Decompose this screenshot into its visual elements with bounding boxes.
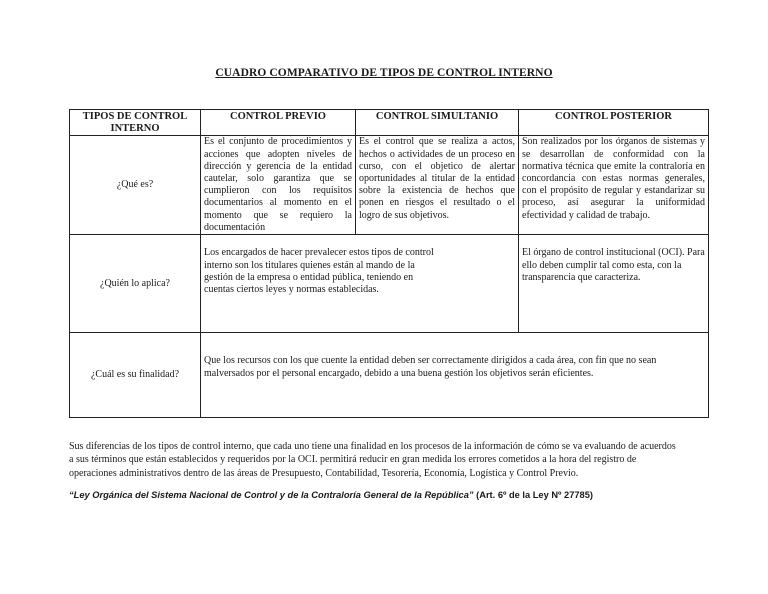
summary-paragraph: Sus diferencias de los tipos de control interno, que cada uno tiene una finalidad en los procesos de la información de cómo se va evaluando de acuerdos a sus términos que están establecidos y requeridos por la OCI. permitirá reducir en gran medida los errores cometidos a la hora del registro de operaciones administrativos dentro de las áreas de Presupuesto, Contabilidad, Tesorería, Economía, Logística y Control Previo. xyxy=(69,441,676,479)
cell-simultaneo-que-es: Es el control que se realiza a actos, hechos o actividades de un proceso en curso, con el objetico de alertar oportunidades al titular de la entidad sobre la existencia de hechos que ponen en riesgos el resultado o el logro de sus objetivos. xyxy=(356,136,519,235)
table-header-row xyxy=(70,110,709,136)
cell-posterior-quien: El órgano de control institucional (OCI). Para ello deben cumplir tal como esta, con la transparencia que caracteriza. xyxy=(519,235,709,333)
row-label-finalidad: ¿Cuál es su finalidad? xyxy=(70,333,201,418)
header-control-previo: CONTROL PREVIO xyxy=(201,110,356,136)
header-control-posterior: CONTROL POSTERIOR xyxy=(519,110,709,136)
cell-previo-que-es: Es el conjunto de procedimientos y acciones que adopten niveles de dirección y gerencia de la entidad cautelar, solo garantiza que se cumplieron con los requisitos documentarios al momento en el momento que se requiero la documentación xyxy=(201,136,356,235)
cell-previo-simultaneo-quien: Los encargados de hacer prevalecer estos tipos de control interno son los titulares quienes están al mando de la gestión de la empresa o entidad pública, teniendo en cuentas ciertos leyes y normas establecidas. xyxy=(201,235,519,333)
law-reference xyxy=(69,490,729,500)
header-tipos: TIPOS DE CONTROL INTERNO xyxy=(70,110,201,136)
law-quote: “Ley Orgánica del Sistema Nacional de Control y de la Contraloría General de la República” xyxy=(69,490,474,500)
row-label-que-es: ¿Qué es? xyxy=(70,136,201,235)
comparison-table xyxy=(69,109,709,418)
table-row xyxy=(70,136,709,235)
table-row xyxy=(70,235,709,333)
law-article: (Art. 6º de la Ley Nº 27785) xyxy=(473,490,593,500)
cell-finalidad: Que los recursos con los que cuente la entidad deben ser correctamente dirigidos a cada área, con fin que no sean malversados por el personal encargado, debido a una buena gestión los objetivos serán eficientes. xyxy=(201,333,709,418)
header-control-simultaneo: CONTROL SIMULTANIO xyxy=(356,110,519,136)
table-row xyxy=(70,333,709,418)
document-title: CUADRO COMPARATIVO DE TIPOS DE CONTROL INTERNO xyxy=(215,67,553,79)
row-label-quien-lo-aplica: ¿Quién lo aplica? xyxy=(70,235,201,333)
cell-posterior-que-es: Son realizados por los órganos de sistemas y se desarrollan de conformidad con la normativa técnica que emite la contraloría en concordancia con estas normas generales, con el propósito de regular y estandarizar su proceso, así asegurar la uniformidad efectividad y calidad de trabajo. xyxy=(519,136,709,235)
